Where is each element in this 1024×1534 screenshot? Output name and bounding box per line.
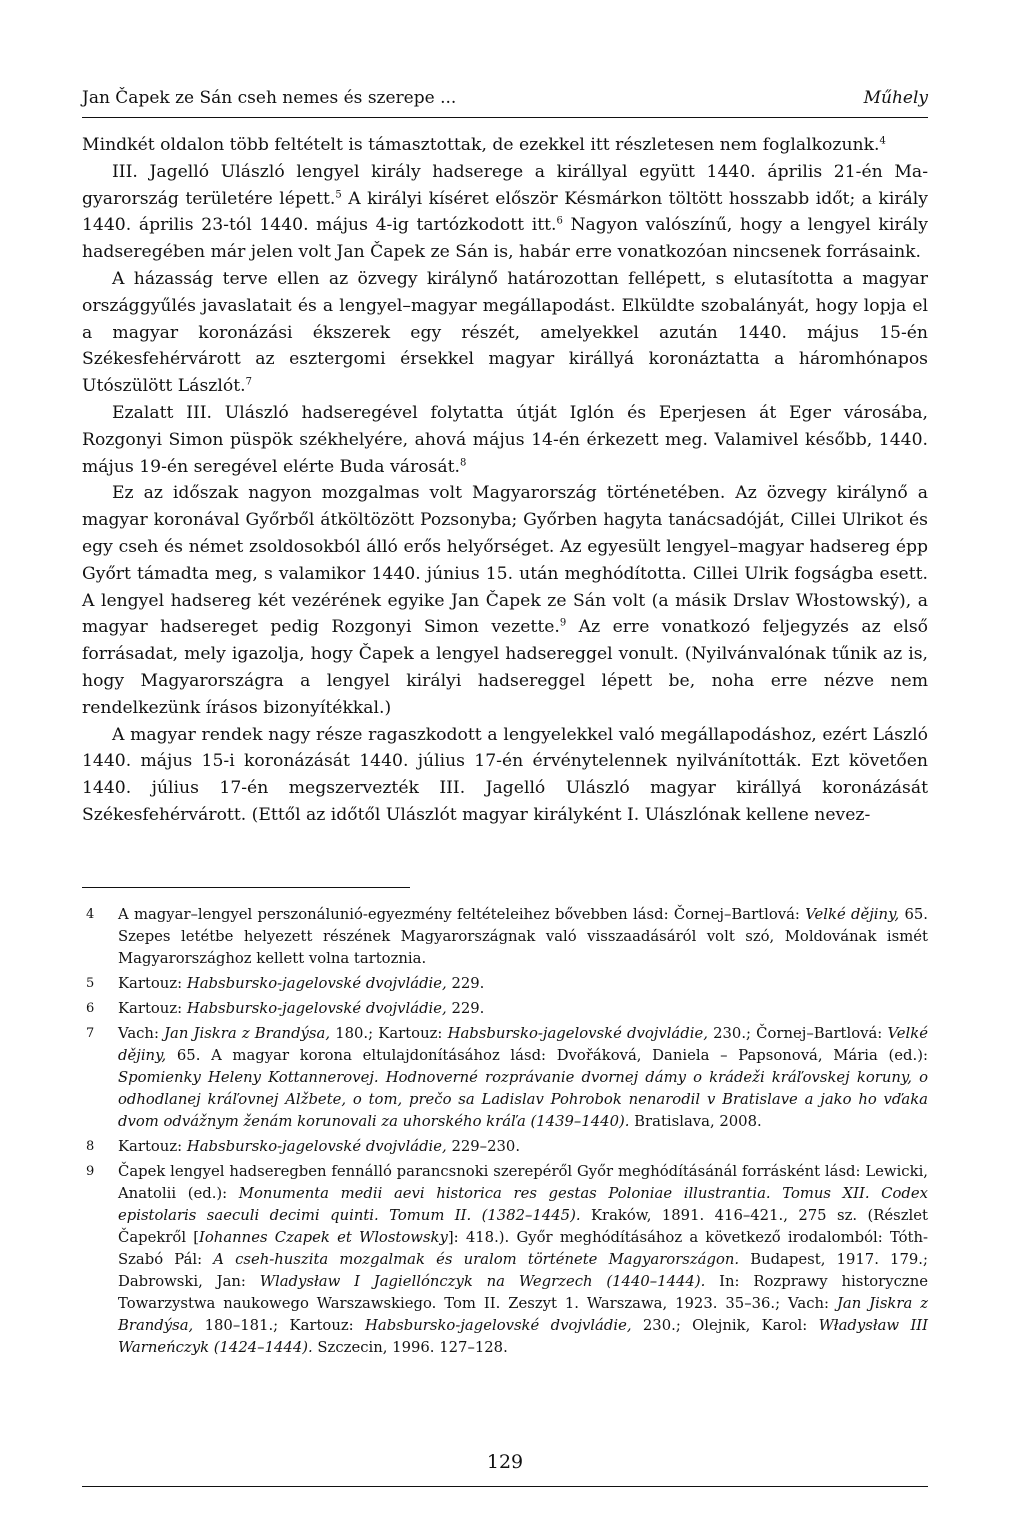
paragraph	[82, 132, 928, 159]
footnote-number: 5	[86, 976, 95, 991]
text-run: Kartouz:	[118, 975, 187, 992]
paragraph	[82, 159, 928, 266]
footnote	[82, 1023, 928, 1133]
italic-run: Habsbursko-jagelovské dvojvládie,	[447, 1025, 708, 1042]
italic-run: Monumenta medii aevi historica res gestas Poloniae illustrantia. Tomus XII. Codex epistolaris saeculi decimi quinti. Tomum II. (1382–1445).	[118, 1185, 928, 1224]
text-run: 65. Szepes letétbe helyezett részének Magyarországnak való visszaadásáról volt szó, Moldovának ismét Magyarországhoz kellett volna tartoznia.	[118, 906, 928, 967]
footnote-ref[interactable]: 6	[556, 215, 563, 227]
footnote-number: 8	[86, 1139, 95, 1154]
text-run: 229–230.	[446, 1138, 521, 1155]
text-run: III. Jagelló Ulászló lengyel király hadserege a királlyal együtt 1440. április 21-én Magyarország területére lépett.	[82, 161, 928, 209]
footnote-ref[interactable]: 5	[335, 188, 342, 200]
footnote-text	[118, 904, 928, 970]
text-run: 180.; Kartouz:	[330, 1025, 448, 1042]
italic-run: Velké dějiny,	[118, 1025, 928, 1064]
footnote-ref[interactable]: 8	[459, 456, 467, 468]
italic-run: Władysław III Warneńczyk (1424–1444).	[118, 1317, 928, 1356]
page-number: 129	[486, 1451, 524, 1473]
text-run: 65. A magyar korona eltulajdonításához lásd: Dvořáková, Daniela – Papsonová, Mária (ed.):	[166, 1047, 928, 1064]
text-run: 229.	[446, 1000, 485, 1017]
text-run: Ez az időszak nagyon mozgalmas volt Magyarország történetében. Az özvegy királynő a magyar koronával Győrből átköltözött Pozsonyba; Győrben hagyta tanácsadóját, Cillei Ulrikot és egy cseh és német zsoldosokból álló erős helyőrséget. Az egyesült lengyel–magyar hadsereg épp Győrt támadta meg, s valamikor 1440. június 15. után meghódította. Cillei Ulrik fogságba esett. A lengyel hadsereg két vezérének egyike Jan Čapek ze Sán volt (a másik Drslav Włostowský), a magyar hadsereget pedig Rozgonyi Simon vezette.	[82, 483, 928, 638]
text-run: Kartouz:	[118, 1138, 187, 1155]
footnote-number: 6	[86, 1001, 95, 1016]
footnote	[82, 904, 928, 970]
text-run: Kraków, 1891. 416–421., 275 sz. (Részlet Čapekről [	[118, 1207, 928, 1246]
running-header	[82, 86, 928, 110]
text-run: 229.	[446, 975, 485, 992]
footnote-number: 7	[86, 1026, 95, 1041]
italic-run: Wladysław I Jagiellónczyk na Wegrzech (1440–1444).	[259, 1273, 706, 1290]
footnote	[82, 1136, 928, 1158]
text-run: In: Rozprawy historyczne Towarzystwa naukowego Warszawskiego. Tom II. Zeszyt 1. Warszawa, 1923. 35–36.; Vach:	[118, 1273, 928, 1312]
italic-run: Habsbursko-jagelovské dvojvládie,	[186, 975, 447, 992]
text-run: Budapest, 1917. 179.; Dabrowski, Jan:	[118, 1251, 928, 1290]
header-divider	[82, 117, 928, 118]
footnote-text	[118, 1161, 928, 1359]
footnote-divider	[82, 887, 410, 888]
italic-run: Habsbursko-jagelovské dvojvládie,	[186, 1000, 447, 1017]
footnote-number: 9	[86, 1164, 95, 1179]
paragraph	[82, 400, 928, 480]
italic-run: Velké dějiny,	[805, 906, 900, 923]
text-run: Čapek lengyel hadseregben fennálló parancsnoki szerepéről Győr meghódításánál forrásként lásd: Lewicki, Anatolii (ed.):	[118, 1163, 928, 1202]
footnote-text	[118, 1136, 928, 1158]
text-run: 230.; Olejnik, Karol:	[631, 1317, 819, 1334]
footnote-text	[118, 998, 928, 1020]
footnote-ref[interactable]: 9	[559, 617, 567, 629]
italic-run: Habsbursko-jagelovské dvojvládie,	[186, 1138, 447, 1155]
footnote-ref[interactable]: 4	[879, 135, 886, 147]
paragraph	[82, 266, 928, 400]
footnote	[82, 973, 928, 995]
paragraph	[82, 480, 928, 721]
text-run: Ezalatt III. Ulászló hadseregével folytatta útját Iglón és Eperjesen át Eger városába, Rozgonyi Simon püspök székhelyére, ahová május 14-én érkezett meg. Valamivel később, 1440. május 19-én seregével elérte Buda városát.	[82, 402, 928, 477]
italic-run: Jan Jiskra z Brandýsa,	[118, 1295, 928, 1334]
text-run: ]: 418.). Győr meghódításához a következő irodalomból: Tóth-Szabó Pál:	[118, 1229, 929, 1268]
text-run: A házasság terve ellen az özvegy királynő határozottan fellépett, s elutasította a magyar országgyűlés javaslatait és a lengyel–magyar megállapodást. Elküldte szobalányát, hogy lopja el a magyar koronázási ékszerek egy részét, amelyekkel azután 1440. május 15-én Székesfehérvárott az esztergomi érsekkel magyar királlyá koronáztatta a háromhónapos Utószülött Lászlót.	[82, 268, 928, 397]
text-run: Nagyon valószínű, hogy a lengyel király hadseregében már jelen volt Jan Čapek ze Sán is, habár erre vonatkozóan nincsenek forrásaink.	[82, 215, 928, 263]
text-run: Bratislava, 2008.	[629, 1113, 762, 1130]
text-run: Kartouz:	[118, 1000, 187, 1017]
footnote-text	[118, 1023, 928, 1133]
footnote-ref[interactable]: 7	[245, 376, 252, 388]
text-run: Vach:	[118, 1025, 165, 1042]
footnote	[82, 998, 928, 1020]
running-title: Jan Čapek ze Sán cseh nemes és szerepe ...	[82, 88, 457, 108]
text-run: 230.; Čornej–Bartlová:	[707, 1025, 888, 1042]
text-run: 180–181.; Kartouz:	[193, 1317, 365, 1334]
italic-run: A cseh-huszita mozgalmak és uralom története Magyarországon.	[213, 1251, 740, 1268]
italic-run: Habsbursko-jagelovské dvojvládie,	[364, 1317, 632, 1334]
body-text	[82, 132, 928, 829]
text-run: Mindkét oldalon több feltételt is támasztottak, de ezekkel itt részletesen nem foglalkozunk.	[82, 135, 880, 155]
text-run: A magyar–lengyel perszonálunió-egyezmény feltételeihez bővebben lásd: Čornej–Bartlová:	[118, 906, 806, 923]
text-run: Az erre vonatkozó feljegyzés az első forrásadat, mely igazolja, hogy Čapek a lengyel hadsereggel vonult. (Nyilvánvalónak tűnik az is, hogy Magyarországra a lengyel királyi hadsereggel lépett be, noha erre nézve nem rendelkezünk írásos bizonyítékkal.)	[82, 617, 928, 718]
italic-run: Jan Jiskra z Brandýsa,	[164, 1025, 331, 1042]
italic-run: Spomienky Heleny Kottannerovej. Hodnoverné rozprávanie dvornej dámy o krádeži kráľovskej koruny, o odhodlanej kráľovnej Alžbete, o tom, prečo sa Ladislav Pohrobok nenarodil v Bratislave a jako ho vďaka dvom odvážnym ženám korunovali za uhorského kráľa (1439–1440).	[118, 1069, 928, 1130]
paragraph	[82, 722, 928, 829]
footnote	[82, 1161, 928, 1359]
footnote-number: 4	[86, 907, 95, 922]
text-run: Szczecin, 1996. 127–128.	[312, 1339, 508, 1356]
bottom-divider	[82, 1486, 928, 1487]
italic-run: Iohannes Czapek et Wlostowsky	[199, 1229, 448, 1246]
footnotes	[82, 904, 928, 1362]
section-title: Műhely	[863, 88, 928, 108]
text-run: A magyar rendek nagy része ragaszkodott a lengyelekkel való megállapodáshoz, ezért László 1440. május 15-i koronázását 1440. július 17-én érvénytelennek nyilvánították. Ezt követően 1440. július 17-én megszervezték III. Jagelló Ulászló magyar királlyá koronázását Székesfehérvárott. (Ettől az időtől Ulászlót magyar királyként I. Ulászlónak kellene nevez-	[82, 724, 928, 825]
text-run: A királyi kíséret először Késmárkon töltött hosszabb időt; a király 1440. április 23-tól 1440. május 4-ig tartózkodott itt.	[82, 188, 928, 236]
footnote-text	[118, 973, 928, 995]
